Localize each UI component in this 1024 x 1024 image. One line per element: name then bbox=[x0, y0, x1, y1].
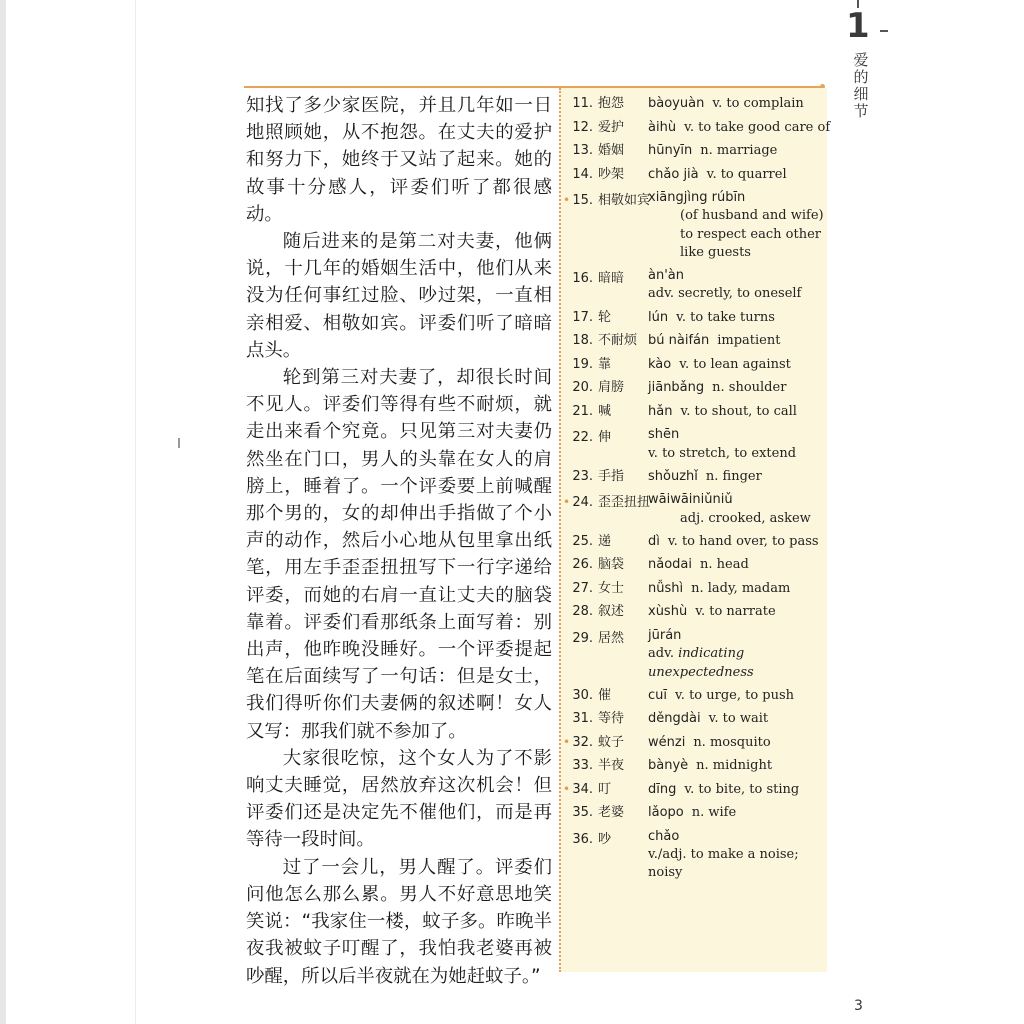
vocab-definition bbox=[648, 645, 825, 682]
vocab-item bbox=[563, 423, 825, 465]
vocab-item bbox=[563, 92, 825, 116]
vocab-number: 11 . bbox=[571, 92, 593, 116]
vocab-item bbox=[563, 825, 825, 885]
vocab-item bbox=[563, 376, 825, 400]
passage-paragraph: 过了一会儿，男人醒了。评委们问他怎么那么累。男人不好意思地笑笑说：“我家住一楼，蚊子多。昨晚半夜我被蚊子叮醒了，我怕我老婆再被吵醒，所以后半夜就在为她赶蚊子。” bbox=[246, 856, 552, 987]
vocab-item bbox=[563, 731, 825, 755]
key-word-star-icon: • bbox=[563, 781, 571, 796]
vocab-definition-text: indicating unexpectedness bbox=[648, 646, 754, 680]
vocab-word: 叮 bbox=[598, 781, 612, 797]
vocab-word: 叙述 bbox=[598, 604, 625, 620]
vocab-word: 抱怨 bbox=[598, 96, 625, 111]
vocab-definition: n. marriage bbox=[700, 143, 778, 158]
vocab-definition: n. lady, madam bbox=[691, 580, 791, 596]
vocab-item bbox=[563, 754, 825, 778]
page-fold-line bbox=[135, 0, 136, 1024]
vocab-pinyin: chǎo bbox=[648, 828, 680, 844]
vocab-item bbox=[563, 306, 825, 330]
passage-paragraph: 大家很吃惊，这个女人为了不影响丈夫睡觉，居然放弃这次机会！但评委们还是决定先不催他们，而是再等待一段时间。 bbox=[246, 747, 552, 851]
vocab-word: 肩膀 bbox=[598, 380, 625, 396]
vocab-pinyin: chǎo jià bbox=[648, 166, 699, 182]
vocab-word: 脑袋 bbox=[598, 557, 625, 573]
vocab-item bbox=[563, 329, 825, 353]
vocabulary-list bbox=[563, 92, 831, 885]
vocab-number: 26 . bbox=[571, 553, 593, 577]
vocab-number: 18 . bbox=[571, 329, 593, 353]
vocab-definition: v. to wait bbox=[708, 711, 769, 727]
vocab-pinyin: xiāngjìng rúbīn bbox=[648, 190, 746, 205]
vocab-pinyin: nǎodai bbox=[648, 557, 692, 573]
vocab-definition: v. to take turns bbox=[676, 309, 775, 325]
vocab-word: 靠 bbox=[598, 356, 612, 372]
vocab-definition: n. finger bbox=[705, 468, 762, 484]
vocab-definition: v. to complain bbox=[712, 96, 804, 111]
vocab-pinyin: lǎopo bbox=[648, 805, 684, 821]
vocab-word: 歪歪扭扭 bbox=[598, 495, 651, 511]
vocab-word: 催 bbox=[598, 687, 612, 703]
vocab-item bbox=[563, 707, 825, 731]
vocab-item bbox=[563, 553, 825, 577]
key-word-star-icon: • bbox=[563, 495, 571, 510]
vocab-definition: impatient bbox=[717, 333, 781, 349]
vocab-number: 19 . bbox=[571, 353, 593, 377]
vocab-definition: (of husband and wife) to respect each other like guests bbox=[680, 208, 824, 260]
vocab-pinyin: jiānbǎng bbox=[648, 380, 705, 396]
vocab-definition: v. to stretch, to extend bbox=[648, 445, 797, 461]
vocab-pinyin: dì bbox=[648, 533, 660, 549]
vocab-definition: v. to take good care of bbox=[684, 119, 831, 135]
vocab-pinyin: shǒuzhǐ bbox=[648, 468, 698, 484]
vocab-number: 30 . bbox=[571, 684, 593, 708]
vocab-definition: adv. secretly, to oneself bbox=[648, 286, 802, 302]
vocab-number: 31 . bbox=[571, 707, 593, 731]
vocab-word: 暗暗 bbox=[598, 271, 625, 287]
vocab-pinyin: shēn bbox=[648, 427, 680, 443]
vocab-definition: n. midnight bbox=[696, 758, 773, 774]
vocab-pinyin: àihù bbox=[648, 119, 677, 135]
vocab-number: 24 . bbox=[571, 491, 593, 515]
vocab-pinyin: jūrán bbox=[648, 627, 682, 643]
chapter-title: 爱的细节 bbox=[853, 51, 869, 120]
passage-paragraph: 随后进来的是第二对夫妻，他俩说，十几年的婚姻生活中，他们从来没为任何事红过脸、吵过架，一直相亲相爱、相敬如宾。评委们听了暗暗点头。 bbox=[246, 231, 552, 361]
vocab-item bbox=[563, 400, 825, 424]
vocab-pinyin: lún bbox=[648, 309, 669, 325]
vocab-word: 爱护 bbox=[598, 119, 625, 135]
vocab-definition: n. mosquito bbox=[693, 734, 771, 750]
reading-passage bbox=[246, 92, 552, 990]
vocab-item bbox=[563, 488, 825, 530]
vocab-word: 婚姻 bbox=[598, 143, 625, 158]
vocab-part-of-speech: adv. bbox=[648, 646, 679, 662]
vocab-item bbox=[563, 577, 825, 601]
vocab-word: 等待 bbox=[598, 711, 625, 727]
vocab-pinyin: nǚshì bbox=[648, 580, 684, 596]
vocab-definition: n. head bbox=[700, 557, 749, 573]
vocab-number: 15 . bbox=[571, 189, 593, 213]
vocab-item bbox=[563, 778, 825, 802]
vocab-item bbox=[563, 465, 825, 489]
vocab-item bbox=[563, 600, 825, 624]
vocab-number: 32 . bbox=[571, 731, 593, 755]
vocab-word: 递 bbox=[598, 533, 612, 549]
vocab-word: 喊 bbox=[598, 403, 612, 419]
vocab-number: 29 . bbox=[571, 627, 593, 651]
vocab-number: 14 . bbox=[571, 163, 593, 187]
vocab-number: 34 . bbox=[571, 778, 593, 802]
vocab-word: 老婆 bbox=[598, 805, 625, 821]
vocab-item bbox=[563, 186, 825, 264]
vocab-word: 手指 bbox=[598, 468, 625, 484]
vocab-item bbox=[563, 684, 825, 708]
margin-tick-mark bbox=[178, 438, 180, 448]
vocab-word: 吵架 bbox=[598, 166, 625, 182]
vocab-pinyin: wāiwāiniǔniǔ bbox=[648, 492, 733, 508]
vocab-definition: v. to urge, to push bbox=[675, 687, 795, 703]
vocab-pinyin: dīng bbox=[648, 781, 677, 797]
vocab-pinyin: àn'àn bbox=[648, 268, 684, 284]
vocab-pinyin: bú nàifán bbox=[648, 333, 710, 349]
vocab-item bbox=[563, 530, 825, 554]
vocab-pinyin: hǎn bbox=[648, 403, 673, 419]
vocab-number: 13 . bbox=[571, 139, 593, 163]
vocab-pinyin: xùshù bbox=[648, 604, 688, 620]
vocab-pinyin: cuī bbox=[648, 687, 667, 703]
vocab-definition: v./adj. to make a noise; noisy bbox=[648, 847, 799, 881]
vocab-number: 17 . bbox=[571, 306, 593, 330]
vocab-number: 20 . bbox=[571, 376, 593, 400]
vocab-number: 21 . bbox=[571, 400, 593, 424]
vocab-item bbox=[563, 163, 825, 187]
vocab-word: 半夜 bbox=[598, 758, 625, 774]
vocab-number: 22 . bbox=[571, 426, 593, 450]
vocab-item bbox=[563, 264, 825, 306]
vocab-word: 轮 bbox=[598, 309, 612, 325]
vocab-definition: adj. crooked, askew bbox=[680, 510, 811, 526]
vocab-definition: n. wife bbox=[691, 805, 737, 821]
vocab-item bbox=[563, 116, 831, 140]
vocab-item bbox=[563, 139, 825, 163]
passage-paragraph: 轮到第三对夫妻了，却很长时间不见人。评委们等得有些不耐烦，就走出来看个究竟。只见第三对夫妻仍然坐在门口，男人的头靠在女人的肩膀上，睡着了。一个评委要上前喊醒那个男的，女的却伸出手指做了个小声的动作，然后小心地从包里拿出纸笔，用左手歪歪扭扭写下一行字递给评委，而她的右肩一直让丈夫的脑袋靠着。评委们看那纸条上面写着：别出声，他昨晚没睡好。一个评委提起笔在后面续写了一句话：但是女士，我们得听你们夫妻俩的叙述啊！女人又写：那我们就不参加了。 bbox=[246, 367, 552, 742]
vocab-number: 16 . bbox=[571, 267, 593, 291]
vocab-item bbox=[563, 624, 825, 684]
vocab-item bbox=[563, 801, 825, 825]
vocab-definition: v. to bite, to sting bbox=[684, 781, 800, 797]
vocab-pinyin: děngdài bbox=[648, 711, 701, 727]
vocab-definition: v. to narrate bbox=[695, 604, 776, 620]
vocab-definition: n. shoulder bbox=[712, 380, 787, 396]
vocab-pinyin: hūnyīn bbox=[648, 143, 693, 158]
vocab-word: 伸 bbox=[598, 430, 612, 446]
vocab-word: 女士 bbox=[598, 580, 625, 596]
page-number: 3 bbox=[854, 998, 863, 1014]
vocab-number: 35 . bbox=[571, 801, 593, 825]
vocab-number: 33 . bbox=[571, 754, 593, 778]
passage-paragraph: 知找了多少家医院，并且几年如一日地照顾她，从不抱怨。在丈夫的爱护和努力下，她终于又站了起来。她的故事十分感人，评委们听了都很感动。 bbox=[246, 95, 552, 225]
vocab-definition: v. to shout, to call bbox=[680, 403, 797, 419]
key-word-star-icon: • bbox=[563, 193, 571, 207]
vocab-definition: v. to quarrel bbox=[706, 166, 787, 182]
vocab-pinyin: wénzi bbox=[648, 734, 686, 750]
vocab-pinyin: bànyè bbox=[648, 758, 689, 774]
vocab-word: 居然 bbox=[598, 630, 625, 646]
vocab-pinyin: kào bbox=[648, 356, 672, 372]
vocab-pinyin: bàoyuàn bbox=[648, 96, 705, 111]
chapter-marker-dash-right bbox=[880, 30, 888, 32]
vocab-word: 吵 bbox=[598, 831, 612, 847]
page-left-edge bbox=[0, 0, 6, 1024]
vocab-definition: v. to lean against bbox=[679, 356, 791, 372]
vocab-number: 28 . bbox=[571, 600, 593, 624]
vocab-word: 蚊子 bbox=[598, 734, 625, 750]
vocab-number: 25 . bbox=[571, 530, 593, 554]
vocab-word: 相敬如宾 bbox=[598, 193, 651, 208]
vocab-number: 36 . bbox=[571, 828, 593, 852]
vocab-item bbox=[563, 353, 825, 377]
key-word-star-icon: • bbox=[563, 734, 571, 749]
vocab-number: 23 . bbox=[571, 465, 593, 489]
vocab-number: 12 . bbox=[571, 116, 593, 140]
chapter-number: 1 bbox=[846, 6, 870, 46]
vocab-definition: v. to hand over, to pass bbox=[667, 533, 819, 549]
vocab-word: 不耐烦 bbox=[598, 333, 638, 349]
vocab-number: 27 . bbox=[571, 577, 593, 601]
